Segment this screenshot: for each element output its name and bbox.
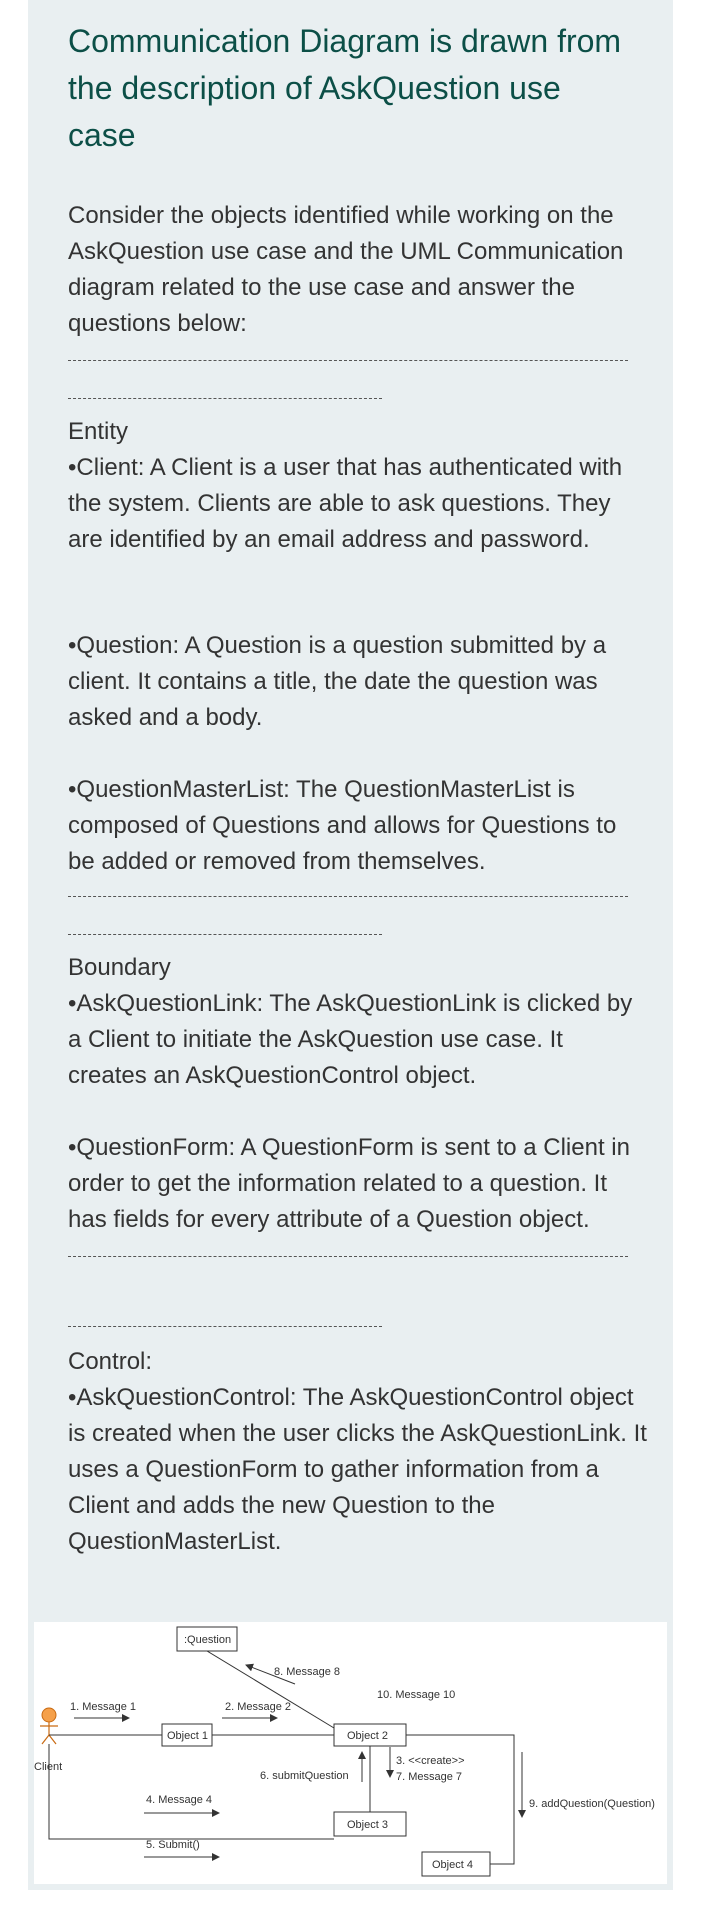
- divider: [68, 1326, 382, 1327]
- msg5-label: 5. Submit(): [146, 1839, 200, 1851]
- actor-head: [42, 1708, 56, 1722]
- actor-leg-left: [42, 1735, 49, 1744]
- diagram-svg: [34, 1622, 667, 1884]
- link-client-object3: [49, 1744, 334, 1839]
- entity-client: •Client: A Client is a user that has authenticated with the system. Clients are able to ask questions. They are identified by an email address and password.: [68, 454, 623, 553]
- object3-label: Object 3: [347, 1819, 388, 1831]
- divider: [68, 360, 628, 361]
- msg2-label: 2. Message 2: [225, 1701, 292, 1713]
- communication-diagram: [34, 1622, 667, 1884]
- intro-text: Consider the objects identified while working on the AskQuestion use case and the UML Communication diagram related to the use case and answer the questions below:: [68, 202, 624, 337]
- divider: [68, 896, 628, 897]
- msg4-label: 4. Message 4: [146, 1794, 213, 1806]
- page-title: Communication Diagram is drawn from the description of AskQuestion use case: [68, 23, 622, 153]
- msg8-label: 8. Message 8: [274, 1666, 341, 1678]
- divider: [68, 934, 382, 935]
- entity-question: •Question: A Question is a question submitted by a client. It contains a title, the date the question was asked and a body.: [68, 632, 607, 731]
- question-object-label: :Question: [184, 1634, 232, 1646]
- msg10-label: 10. Message 10: [377, 1689, 456, 1701]
- actor-label: Client: [34, 1761, 63, 1773]
- entity-heading: Entity: [68, 418, 129, 445]
- entity-master-list: •QuestionMasterList: The QuestionMasterList is composed of Questions and allows for Questions to be added or removed from themselves.: [68, 776, 617, 875]
- msg3-label: 3. <<create>>: [396, 1755, 465, 1767]
- client-actor: [34, 1708, 62, 1773]
- link-question-object2: [207, 1651, 334, 1728]
- boundary-form: •QuestionForm: A QuestionForm is sent to a Client in order to get the information related to a question. It has fields for every attribute of a Question object.: [68, 1134, 630, 1233]
- msg7-label: 7. Message 7: [396, 1771, 463, 1783]
- msg6-label: 6. submitQuestion: [260, 1770, 349, 1782]
- control-ask-control: •AskQuestionControl: The AskQuestionControl object is created when the user clicks the AskQuestionLink. It uses a QuestionForm to gather information from a Client and adds the new Question to the QuestionMasterList.: [68, 1384, 647, 1555]
- object1-label: Object 1: [167, 1730, 208, 1742]
- divider: [68, 1256, 628, 1257]
- boundary-link: •AskQuestionLink: The AskQuestionLink is clicked by a Client to initiate the AskQuestion use case. It creates an AskQuestionControl object.: [68, 990, 633, 1089]
- actor-leg-right: [49, 1735, 56, 1744]
- object4-label: Object 4: [432, 1859, 473, 1871]
- divider: [68, 398, 382, 399]
- object2-label: Object 2: [347, 1730, 388, 1742]
- msg1-label: 1. Message 1: [70, 1701, 137, 1713]
- boundary-heading: Boundary: [68, 954, 171, 981]
- msg9-label: 9. addQuestion(Question): [529, 1798, 655, 1810]
- control-heading: Control:: [68, 1348, 153, 1375]
